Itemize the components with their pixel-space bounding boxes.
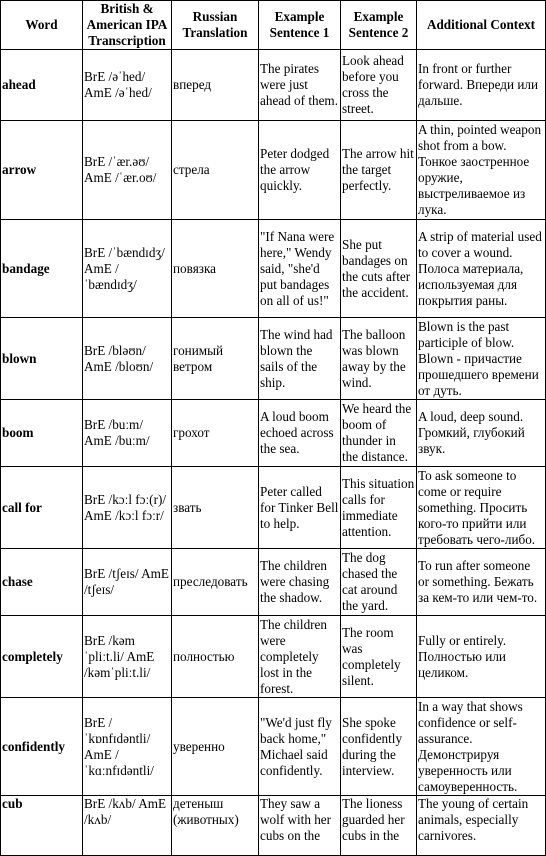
russian-cell: звать [172,467,259,549]
russian-cell: гонимый ветром [172,318,259,400]
russian-cell: детеныш (животных) [172,796,259,856]
example-1-cell: The wind had blown the sails of the ship. [259,318,341,400]
ipa-cell: BrE /ˈær.əʊ/ AmE /ˈær.oʊ/ [83,121,172,220]
ipa-cell: BrE /əˈhed/ AmE /əˈhed/ [83,50,172,121]
word-cell: cub [1,796,83,856]
example-2-cell: The lioness guarded her cubs in the [341,796,417,856]
example-1-cell: The children were completely lost in the forest. [259,616,341,698]
table-row [1,121,546,220]
russian-cell: повязка [172,220,259,318]
context-cell: To ask someone to come or require something. Просить кого-то прийти или требовать чего-либо. [417,467,546,549]
russian-cell: уверенно [172,698,259,796]
table-row [1,400,546,467]
table-row [1,318,546,400]
ipa-cell: BrE /bləʊn/ AmE /bloʊn/ [83,318,172,400]
russian-cell: грохот [172,400,259,467]
ipa-cell: BrE /kʌb/ AmE /kʌb/ [83,796,172,856]
word-cell: ahead [1,50,83,121]
header-word: Word [1,1,83,50]
example-1-cell: The pirates were just ahead of them. [259,50,341,121]
context-cell: Fully or entirely. Полностью или целиком. [417,616,546,698]
russian-cell: преследовать [172,549,259,616]
example-2-cell: She put bandages on the cuts after the accident. [341,220,417,318]
ipa-cell: BrE /ˈkɒnfɪdəntli/ AmE /ˈkɑːnfɪdəntli/ [83,698,172,796]
example-1-cell: The children were chasing the shadow. [259,549,341,616]
context-cell: Blown is the past participle of blow. Blown - причастие прошедшего времени от дуть. [417,318,546,400]
table-row [1,549,546,616]
ipa-cell: BrE /buːm/ AmE /buːm/ [83,400,172,467]
header-ipa: British & American IPA Transcription [83,1,172,50]
word-cell: chase [1,549,83,616]
header-example-1: Example Sentence 1 [259,1,341,50]
example-2-cell: The arrow hit the target perfectly. [341,121,417,220]
header-russian: Russian Translation [172,1,259,50]
example-1-cell: "If Nana were here," Wendy said, "she'd put bandages on all of us!" [259,220,341,318]
context-cell: In a way that shows confidence or self-assurance. Демонстрируя уверенность или самоуверенность. [417,698,546,796]
example-2-cell: The dog chased the cat around the yard. [341,549,417,616]
header-row [1,1,546,50]
table-row [1,467,546,549]
context-cell: A strip of material used to cover a wound. Полоса материала, используемая для покрытия раны. [417,220,546,318]
header-example-2: Example Sentence 2 [341,1,417,50]
example-2-cell: She spoke confidently during the interview. [341,698,417,796]
context-cell: In front or further forward. Впереди или дальше. [417,50,546,121]
header-context: Additional Context [417,1,546,50]
context-cell: A thin, pointed weapon shot from a bow. Тонкое заостренное оружие, выстреливаемое из лука. [417,121,546,220]
table-row [1,50,546,121]
word-cell: call for [1,467,83,549]
word-cell: arrow [1,121,83,220]
example-2-cell: This situation calls for immediate attention. [341,467,417,549]
example-1-cell: Peter called for Tinker Bell to help. [259,467,341,549]
russian-cell: вперед [172,50,259,121]
example-2-cell: Look ahead before you cross the street. [341,50,417,121]
ipa-cell: BrE /ˈbændɪdʒ/ AmE /ˈbændɪdʒ/ [83,220,172,318]
ipa-cell: BrE /kəmˈpliːt.li/ AmE /kəmˈpliːt.li/ [83,616,172,698]
example-1-cell: Peter dodged the arrow quickly. [259,121,341,220]
context-cell: To run after someone or something. Бежать за кем-то или чем-то. [417,549,546,616]
context-cell: The young of certain animals, especially carnivores. [417,796,546,856]
example-1-cell: "We'd just fly back home," Michael said confidently. [259,698,341,796]
example-2-cell: The room was completely silent. [341,616,417,698]
russian-cell: полностью [172,616,259,698]
table-row [1,698,546,796]
table-row [1,616,546,698]
example-2-cell: We heard the boom of thunder in the distance. [341,400,417,467]
ipa-cell: BrE /tʃeɪs/ AmE /tʃeɪs/ [83,549,172,616]
table-row [1,220,546,318]
ipa-cell: BrE /kɔːl fɔː(r)/ AmE /kɔːl fɔːr/ [83,467,172,549]
context-cell: A loud, deep sound. Громкий, глубокий звук. [417,400,546,467]
word-cell: bandage [1,220,83,318]
word-cell: confidently [1,698,83,796]
word-cell: blown [1,318,83,400]
example-1-cell: A loud boom echoed across the sea. [259,400,341,467]
word-cell: completely [1,616,83,698]
russian-cell: стрела [172,121,259,220]
example-2-cell: The balloon was blown away by the wind. [341,318,417,400]
word-cell: boom [1,400,83,467]
example-1-cell: They saw a wolf with her cubs on the [259,796,341,856]
